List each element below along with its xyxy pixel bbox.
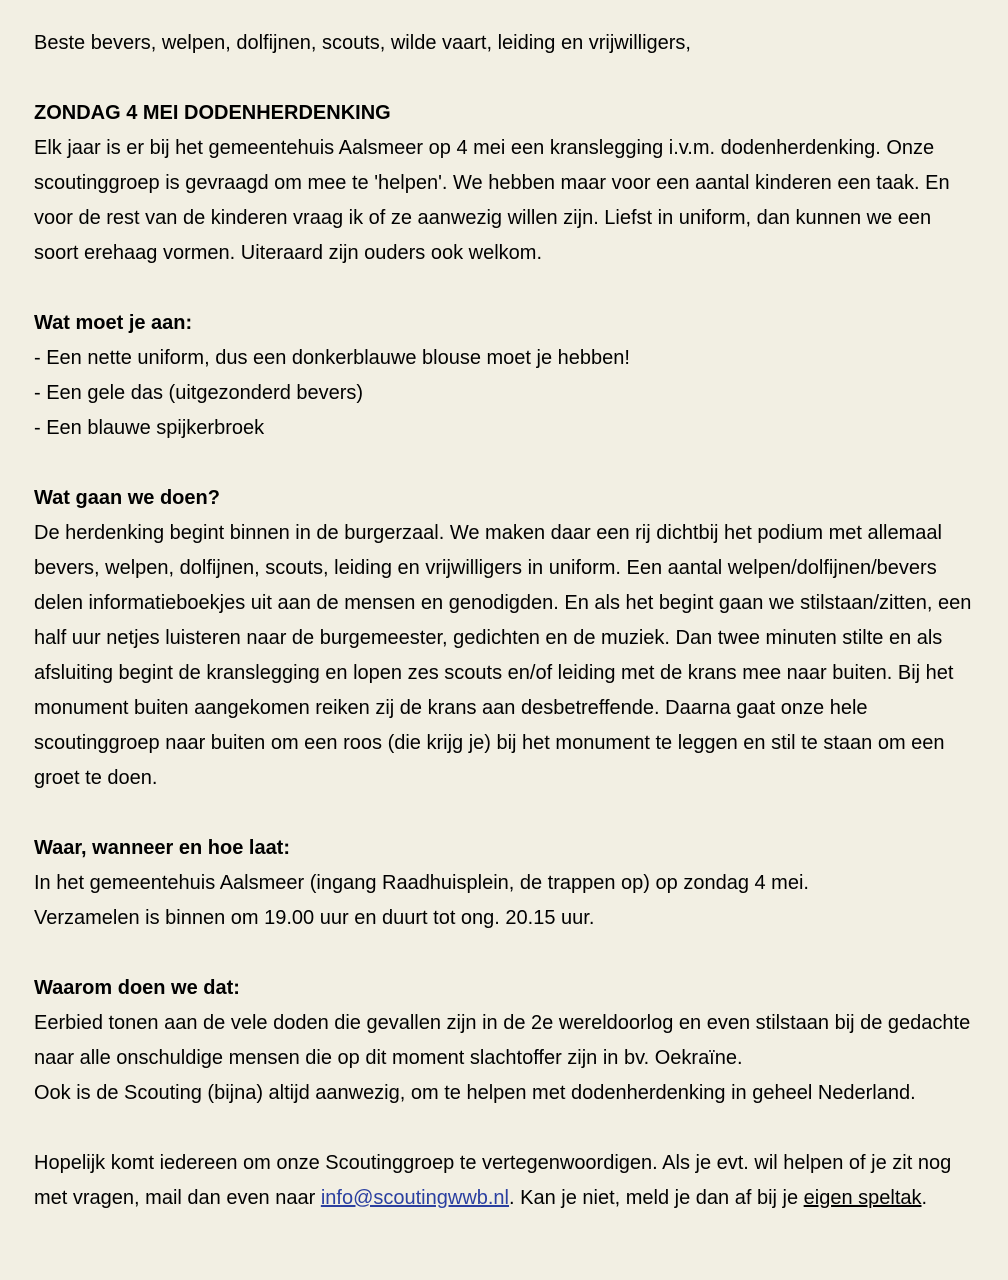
clothing-item: - Een gele das (uitgezonderd bevers) xyxy=(34,382,364,404)
closing-text: . xyxy=(921,1187,928,1209)
closing-text: Hopelijk komt iedereen om onze Scoutinggroep te vertegenwoordigen. Als je evt. wil helpen of je zit nog met vragen, mail dan even naar xyxy=(34,1152,952,1209)
email-link[interactable]: info@scoutingwwb.nl xyxy=(320,1187,510,1209)
reason-heading: Waarom doen we dat: xyxy=(34,977,240,999)
closing-paragraph xyxy=(34,1146,974,1216)
spacer xyxy=(34,936,974,971)
reason-line: Ook is de Scouting (bijna) altijd aanwezig, om te helpen met dodenherdenking in geheel Nederland. xyxy=(34,1082,916,1104)
location-heading: Waar, wanneer en hoe laat: xyxy=(34,837,291,859)
clothing-item: - Een blauwe spijkerbroek xyxy=(34,417,265,439)
clothing-heading: Wat moet je aan: xyxy=(34,312,193,334)
reason-line: Eerbied tonen aan de vele doden die gevallen zijn in de 2e wereldoorlog en even stilstaan bij de gedachte naar alle onschuldige mensen die op dit moment slachtoffer zijn in bv. Oekraïne. xyxy=(34,1012,971,1069)
event-paragraph: Elk jaar is er bij het gemeentehuis Aalsmeer op 4 mei een kranslegging i.v.m. dodenherdenking. Onze scoutinggroep is gevraagd om mee te 'helpen'. We hebben maar voor een aantal kinderen een taak. En voor de rest van de kinderen vraag ik of ze aanwezig willen zijn. Liefst in uniform, dan kunnen we een soort erehaag vormen. Uiteraard zijn ouders ook welkom. xyxy=(34,137,950,264)
clothing-item: - Een nette uniform, dus een donkerblauwe blouse moet je hebben! xyxy=(34,347,630,369)
location-line: In het gemeentehuis Aalsmeer (ingang Raadhuisplein, de trappen op) op zondag 4 mei. xyxy=(34,872,809,894)
closing-text: . Kan je niet, meld je dan af bij je xyxy=(509,1187,804,1209)
activities-paragraph: De herdenking begint binnen in de burgerzaal. We maken daar een rij dichtbij het podium met allemaal bevers, welpen, dolfijnen, scouts, leiding en vrijwilligers in uniform. Een aantal welpen/dolfijnen/bevers delen informatieboekjes uit aan de mensen en genodigden. En als het begint gaan we stilstaan/zitten, een half uur netjes luisteren naar de burgemeester, gedichten en de muziek. Dan twee minuten stilte en als afsluiting begint de kranslegging en lopen zes scouts en/of leiding met de krans mee naar buiten. Bij het monument buiten aangekomen reiken zij de krans aan desbetreffende. Daarna gaat onze hele scoutinggroep naar buiten om een roos (die krijg je) bij het monument te leggen en stil te staan om een groet te doen. xyxy=(34,522,972,789)
activities-heading: Wat gaan we doen? xyxy=(34,487,220,509)
spacer xyxy=(34,446,974,481)
time-line: Verzamelen is binnen om 19.00 uur en duurt tot ong. 20.15 uur. xyxy=(34,907,595,929)
spacer xyxy=(34,1111,974,1146)
spacer xyxy=(34,796,974,831)
speltak-link[interactable]: eigen speltak xyxy=(803,1187,922,1209)
greeting: Beste bevers, welpen, dolfijnen, scouts, wilde vaart, leiding en vrijwilligers, xyxy=(34,32,691,54)
spacer xyxy=(34,271,974,306)
event-title: ZONDAG 4 MEI DODENHERDENKING xyxy=(34,102,391,124)
spacer xyxy=(34,61,974,96)
